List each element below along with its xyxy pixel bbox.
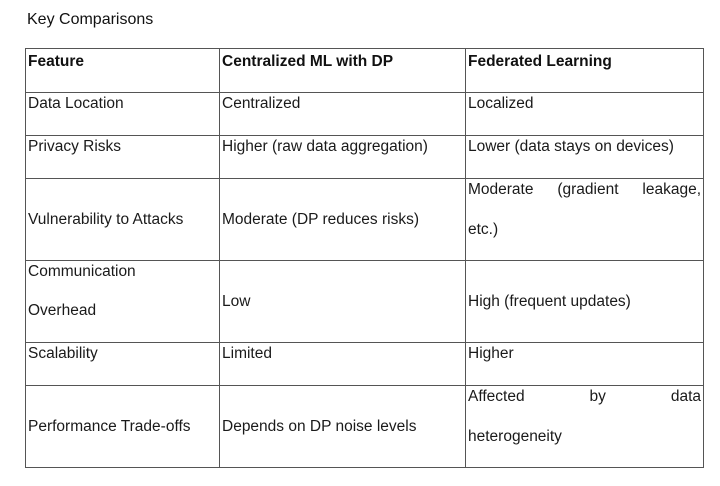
header-cell: Centralized ML with DP: [220, 49, 466, 93]
table-row: [26, 386, 704, 468]
table-cell: [466, 179, 704, 261]
cell-line: Overhead: [28, 302, 97, 319]
cell-line: Communication: [28, 263, 136, 280]
cell-line: etc.): [468, 221, 499, 238]
cell-line: Moderate (gradient leakage,: [468, 181, 701, 198]
table-cell: Localized: [466, 93, 704, 136]
comparison-table: [25, 48, 704, 468]
table-cell: Privacy Risks: [26, 136, 220, 179]
table-cell: Limited: [220, 343, 466, 386]
cell-line: Affected by data: [468, 388, 701, 405]
header-cell: Feature: [26, 49, 220, 93]
table-cell: [466, 386, 704, 468]
table-cell: Higher (raw data aggregation): [220, 136, 466, 179]
table-header-row: [26, 49, 704, 93]
table-cell: Scalability: [26, 343, 220, 386]
page-heading: Key Comparisons: [27, 11, 154, 28]
cell-line: heterogeneity: [468, 428, 562, 445]
table-row: [26, 343, 704, 386]
table-cell: Depends on DP noise levels: [220, 386, 466, 468]
header-cell: Federated Learning: [466, 49, 704, 93]
table-row: [26, 179, 704, 261]
table-cell: Low: [220, 261, 466, 343]
table-cell: Vulnerability to Attacks: [26, 179, 220, 261]
table-cell: Performance Trade-offs: [26, 386, 220, 468]
table-cell: [26, 261, 220, 343]
table-cell: Centralized: [220, 93, 466, 136]
table-cell: Moderate (DP reduces risks): [220, 179, 466, 261]
table-cell: Higher: [466, 343, 704, 386]
table-row: [26, 261, 704, 343]
table-cell: Data Location: [26, 93, 220, 136]
table-row: [26, 93, 704, 136]
table-cell: Lower (data stays on devices): [466, 136, 704, 179]
table-row: [26, 136, 704, 179]
table-cell: High (frequent updates): [466, 261, 704, 343]
